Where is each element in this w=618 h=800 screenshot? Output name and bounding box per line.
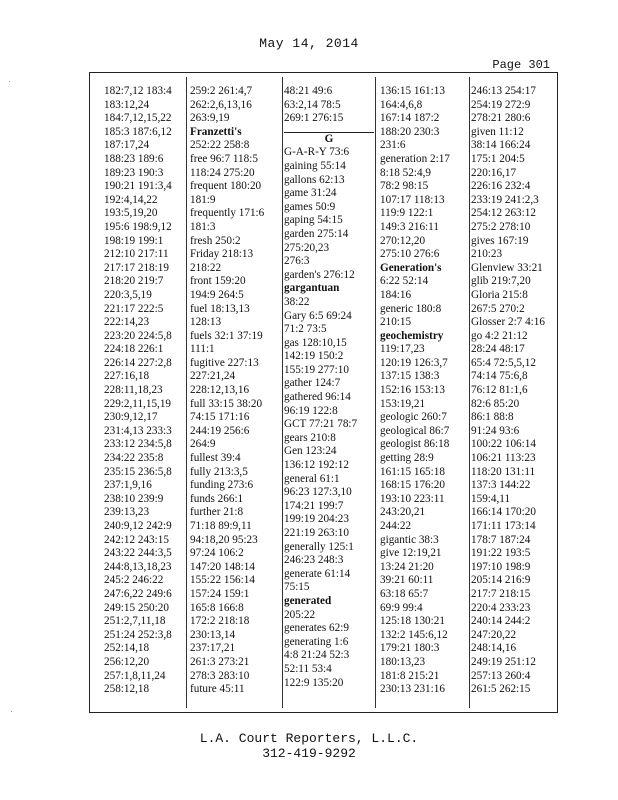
index-line: Franzetti's [190,125,242,138]
index-line: gargantuan [284,282,340,295]
index-line: 246:13 254:17 [471,85,536,97]
index-line: 251:2,7,11,18 [104,615,166,628]
index-line: 184:7,12,15,22 [104,112,172,125]
index-line: 233:19 241:2,3 [471,193,539,206]
index-line: 244:22 [380,520,412,532]
index-line: 228:11,18,23 [104,384,163,397]
index-line: 223:20 224:5,8 [104,329,172,342]
index-line: front 159:20 [190,275,246,288]
index-line: 212:10 217:11 [104,248,169,261]
index-line: 226:16 232:4 [471,180,531,193]
index-line: 230:13,14 [190,628,236,641]
index-line: 181:8 215:21 [380,669,440,682]
index-line: 259:2 261:4,7 [190,85,253,97]
index-line: 256:12,20 [104,655,150,668]
index-line: 188:23 189:6 [104,152,164,165]
index-line: 52:11 53:4 [284,662,332,675]
index-line: 248:14,16 [471,642,517,655]
index-line: 270:12,20 [380,234,426,247]
index-line: 269:1 276:15 [284,112,344,125]
index-line: 182:7,12 183:4 [104,85,172,97]
index-line: generation 2:17 [380,152,450,165]
index-line: future 45:11 [190,683,245,696]
index-line: fuels 32:1 37:19 [190,329,263,342]
index-line: geological 86:7 [380,424,450,437]
index-line: 8:18 52:4,9 [380,166,431,179]
index-line: 210:23 [471,248,503,261]
index-line: 245:2 246:22 [104,574,164,587]
index-line: full 33:15 38:20 [190,397,263,410]
column-divider [375,77,376,708]
index-line: 247:20,22 [471,628,517,641]
index-line: fullest 39:4 [190,452,241,465]
index-line: 106:21 113:23 [471,452,536,465]
index-line: 107:17 118:13 [380,193,445,206]
index-line: Gen 123:24 [284,445,337,458]
index-line: 237:17,21 [190,642,236,655]
index-line: 71:18 89:9,11 [190,520,252,532]
index-line: Glenview 33:21 [471,261,543,274]
index-line: given 11:12 [471,125,524,138]
index-line: 261:3 273:21 [190,655,250,668]
index-line: 142:19 150:2 [284,350,344,363]
index-line: 38:22 [284,295,310,308]
index-line: generated [284,594,332,607]
index-line: 224:18 226:1 [104,343,164,356]
index-line: 276:3 [284,255,310,268]
index-line: 238:10 239:9 [104,492,164,505]
index-line: 231:4,13 233:3 [104,424,172,437]
index-line: 136:12 192:12 [284,459,349,472]
index-line: 267:5 270:2 [471,302,525,315]
index-column-4 [380,85,468,706]
index-line: 132:2 145:6,12 [380,628,448,641]
index-line: gas 128:10,15 [284,336,347,349]
index-line: 218:22 [190,261,222,274]
index-line: give 12:19,21 [380,547,442,560]
index-line: 171:11 173:14 [471,520,536,532]
index-line: 227:16,18 [104,370,150,383]
index-line: 190:21 191:3,4 [104,180,172,193]
index-line: go 4:2 21:12 [471,329,528,342]
index-line: 91:24 93:6 [471,424,520,437]
index-line: 159:4,11 [471,492,511,505]
index-line: 119:17,23 [380,343,425,356]
index-line: 251:24 252:3,8 [104,628,172,641]
index-line: 221:19 263:10 [284,527,349,539]
index-line: 244:8,13,18,23 [104,560,172,573]
index-line: 194:9 264:5 [190,288,244,301]
index-line: generally 125:1 [284,540,354,553]
index-line: 166:14 170:20 [471,506,536,519]
index-line: 205:22 [284,608,316,621]
index-line: 74:14 75:6,8 [471,370,528,383]
index-line: 161:15 165:18 [380,465,445,478]
index-column-2 [190,85,280,706]
index-line: gallons 62:13 [284,173,345,186]
index-line: 221:17 222:5 [104,302,164,315]
index-line: 181:9 [190,193,216,206]
index-line: 74:15 171:16 [190,411,250,424]
index-line: 69:9 99:4 [380,601,423,614]
index-line: 229:2,11,15,19 [104,397,172,410]
index-line: 149:3 216:11 [380,220,439,233]
index-line: 275:20,23 [284,241,330,254]
index-line: 258:12,18 [104,683,150,696]
index-line: 167:14 187:2 [380,112,440,125]
index-line: gigantic 38:3 [380,533,439,546]
index-line: 217:7 218:15 [471,587,531,600]
index-line: 195:6 198:9,12 [104,220,172,233]
index-line: generate 61:14 [284,567,351,580]
index-line: 4:8 21:24 52:3 [284,649,350,662]
index-line: 165:8 166:8 [190,601,244,614]
index-line: generating 1:6 [284,635,349,648]
index-line: 240:14 244:2 [471,615,531,628]
index-line: 28:24 48:17 [471,343,525,356]
index-line: 78:2 98:15 [380,180,429,193]
index-line: 222:14,23 [104,316,150,329]
index-line: 185:3 187:6,12 [104,125,172,138]
index-line: general 61:1 [284,472,340,485]
index-line: 155:22 156:14 [190,574,255,587]
index-line: 275:2 278:10 [471,220,531,233]
index-line: 6:22 52:14 [380,275,429,288]
scan-mark: · [8,76,11,86]
index-line: 189:23 190:3 [104,166,164,179]
index-line: 191:22 193:5 [471,547,531,560]
index-line: 100:22 106:14 [471,438,536,451]
index-line: gaining 55:14 [284,159,346,172]
index-line: 96:19 122:8 [284,404,338,417]
index-line: 153:19,21 [380,397,426,410]
footer [0,731,618,761]
index-line: 252:14,18 [104,642,150,655]
index-line: game 31:24 [284,187,337,200]
index-line: 164:4,6,8 [380,98,423,111]
index-line: 240:9,12 242:9 [104,520,172,532]
index-line: getting 28:9 [380,452,434,465]
index-line: 96:23 127:3,10 [284,486,352,499]
index-line: 278:3 283:10 [190,669,250,682]
index-line: 252:22 258:8 [190,139,250,152]
index-line: 118:20 131:11 [471,465,536,478]
index-line: G-A-R-Y 73:6 [284,146,350,159]
index-line: Gary 6:5 69:24 [284,309,352,322]
index-line: 172:2 218:18 [190,615,250,628]
index-line: 193:5,19,20 [104,207,158,220]
index-line: 137:15 138:3 [380,370,440,383]
index-line: fresh 250:2 [190,234,241,247]
index-line: 120:19 126:3,7 [380,356,448,369]
index-line: 197:10 198:9 [471,560,531,573]
page-number: Page 301 [492,58,550,72]
index-line: generic 180:8 [380,302,442,315]
index-line: 244:19 256:6 [190,424,250,437]
index-line: 119:9 122:1 [380,207,434,220]
index-line: 235:15 236:5,8 [104,465,172,478]
index-line: 264:9 [190,438,216,451]
index-line: 175:1 204:5 [471,152,525,165]
index-line: 76:12 81:1,6 [471,384,528,397]
index-line: 82:6 85:20 [471,397,520,410]
index-line: 48:21 49:6 [284,85,333,97]
index-line: gives 167:19 [471,234,529,247]
index-line: 65:4 72:5,5,12 [471,356,536,369]
index-line: free 96:7 118:5 [190,152,258,165]
index-line: 181:3 [190,220,216,233]
index-line: 243:20,21 [380,506,426,519]
index-line: 188:20 230:3 [380,125,440,138]
index-line: 38:14 166:24 [471,139,531,152]
index-line: 231:6 [380,139,406,152]
index-column-1 [104,85,184,706]
index-line: 226:14 227:2,8 [104,356,172,369]
index-table [89,72,558,713]
index-line: 210:15 [380,316,412,329]
index-line: 230:9,12,17 [104,411,158,424]
index-line: 249:15 250:20 [104,601,169,614]
scan-mark: · [10,706,13,716]
index-line: garden's 276:12 [284,268,355,281]
index-line: 178:7 187:24 [471,533,531,546]
index-line: 254:12 263:12 [471,207,536,220]
index-line: 261:5 262:15 [471,683,531,696]
transcript-date: May 14, 2014 [259,36,359,51]
index-line: Generation's [380,261,442,274]
index-line: gather 124:7 [284,377,341,390]
index-line: geochemistry [380,329,444,342]
index-line: 228:12,13,16 [190,384,250,397]
index-line: 230:13 231:16 [380,683,445,696]
index-line: 220:3,5,19 [104,288,152,301]
index-line: 257:13 260:4 [471,669,531,682]
index-line: fully 213:3,5 [190,465,248,478]
index-line: 249:19 251:12 [471,655,536,668]
index-line: frequent 180:20 [190,180,262,193]
index-line: geologist 86:18 [380,438,450,451]
footer-company: L.A. Court Reporters, L.L.C. [199,731,419,746]
index-line: 239:13,23 [104,506,150,519]
index-line: 155:19 277:10 [284,363,349,376]
index-line: 94:18,20 95:23 [190,533,258,546]
index-line: gears 210:8 [284,431,336,444]
index-line: 152:16 153:13 [380,384,445,397]
index-line: 183:12,24 [104,98,150,111]
index-line: games 50:9 [284,200,336,213]
index-line: 97:24 106:2 [190,547,244,560]
index-line: gaping 54:15 [284,214,343,227]
index-column-5 [471,85,557,706]
index-line: 128:13 [190,316,222,329]
index-line: 71:2 73:5 [284,323,327,336]
index-line: 233:12 234:5,8 [104,438,172,451]
index-line: further 21:8 [190,506,244,519]
index-line: 217:17 218:19 [104,261,169,274]
index-line: 136:15 161:13 [380,85,445,97]
index-line: 174:21 199:7 [284,499,344,512]
index-line: 187:17,24 [104,139,150,152]
index-line: 193:10 223:11 [380,492,445,505]
index-line: gathered 96:14 [284,391,351,404]
index-line: 227:21,24 [190,370,236,383]
index-line: Glosser 2:7 4:16 [471,316,545,329]
index-line: 147:20 148:14 [190,560,255,573]
index-line: geologic 260:7 [380,411,447,424]
index-line: fuel 18:13,13 [190,302,250,315]
column-divider [282,77,283,708]
index-line: 137:3 144:22 [471,479,531,492]
index-line: 263:9,19 [190,112,230,125]
index-line: 237:1,9,16 [104,479,152,492]
index-line: 157:24 159:1 [190,587,250,600]
index-line: 242:12 243:15 [104,533,169,546]
index-line: funds 266:1 [190,492,244,505]
index-line: 234:22 235:8 [104,452,164,465]
index-line: Friday 218:13 [190,248,254,261]
index-line: fugitive 227:13 [190,356,259,369]
index-line: glib 219:7,20 [471,275,531,288]
index-line: 86:1 88:8 [471,411,514,424]
index-line: 218:20 219:7 [104,275,164,288]
index-line: 220:16,17 [471,166,517,179]
index-line: G [284,132,374,147]
index-line: Gloria 215:8 [471,288,528,301]
index-line: 243:22 244:3,5 [104,547,172,560]
index-line: 180:13,23 [380,655,426,668]
column-divider [186,77,187,708]
index-line: 179:21 180:3 [380,642,440,655]
index-line: 205:14 216:9 [471,574,531,587]
index-line: 220:4 233:23 [471,601,531,614]
index-line: 75:15 [284,581,310,594]
index-line: 198:19 199:1 [104,234,164,247]
footer-phone: 312-419-9292 [262,746,356,761]
index-line: 168:15 176:20 [380,479,445,492]
index-line: 247:6,22 249:6 [104,587,172,600]
index-line: generates 62:9 [284,622,349,635]
index-line: frequently 171:6 [190,207,265,220]
index-line: funding 273:6 [190,479,254,492]
index-line: 262:2,6,13,16 [190,98,252,111]
index-line: 246:23 248:3 [284,554,344,567]
index-line: 275:10 276:6 [380,248,440,261]
index-line: 257:1,8,11,24 [104,669,166,682]
index-line: 111:1 [190,343,215,356]
index-line: 118:24 275:20 [190,166,255,179]
index-line: 63:2,14 78:5 [284,98,341,111]
index-line: GCT 77:21 78:7 [284,418,358,431]
index-column-3 [284,85,374,706]
index-line: 125:18 130:21 [380,615,445,628]
index-line: 254:19 272:9 [471,98,531,111]
index-line: 13:24 21:20 [380,560,434,573]
column-divider [469,77,470,708]
index-line: 192:4,14,22 [104,193,158,206]
index-line: 184:16 [380,288,412,301]
index-line: garden 275:14 [284,227,349,240]
index-line: 278:21 280:6 [471,112,531,125]
index-line: 122:9 135:20 [284,676,344,689]
index-line: 199:19 204:23 [284,513,349,526]
index-line: 39:21 60:11 [380,574,434,587]
index-line: 63:18 65:7 [380,587,429,600]
